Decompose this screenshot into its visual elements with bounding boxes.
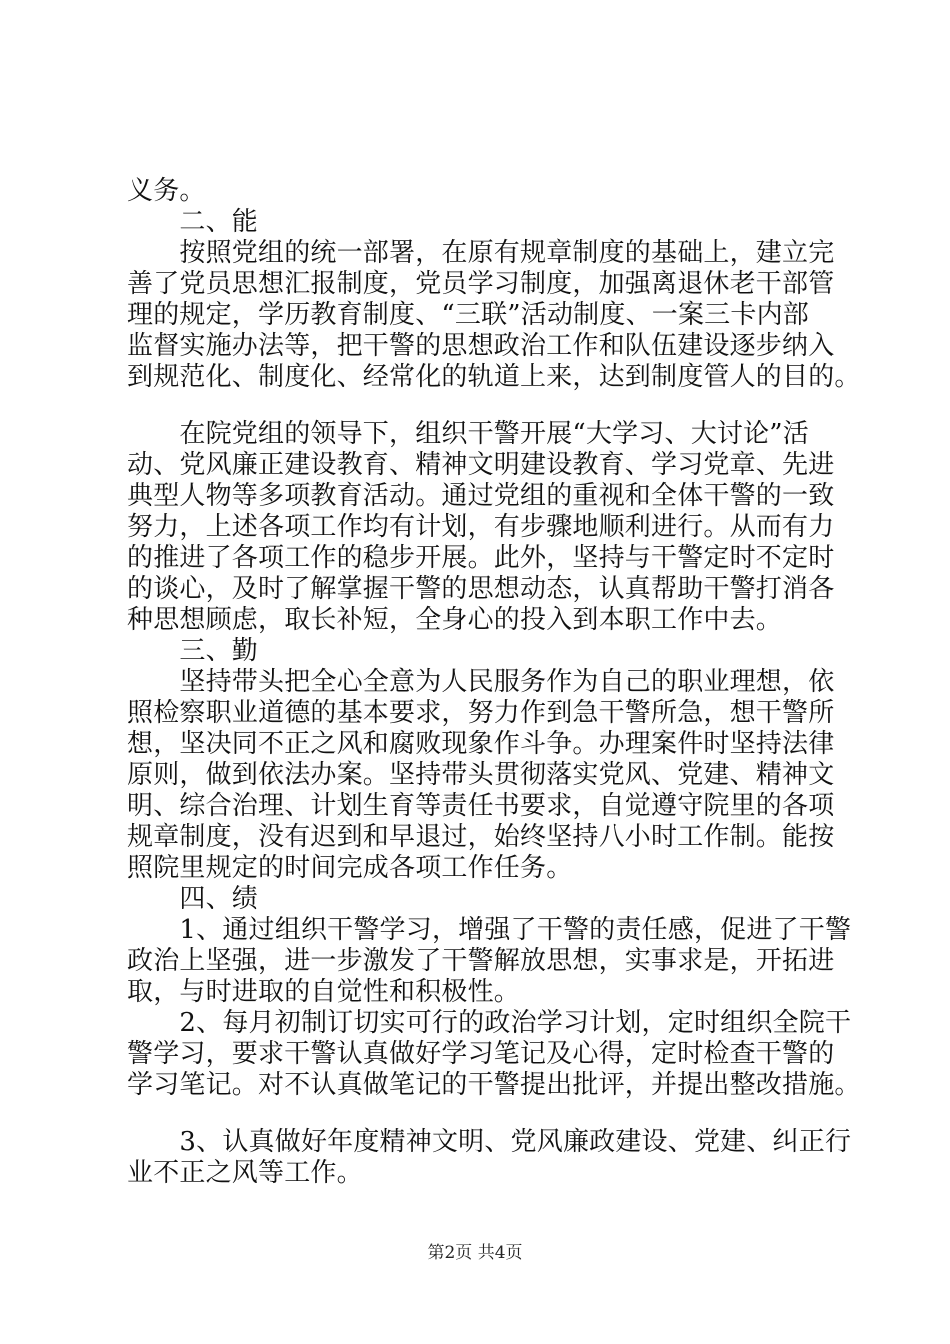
text-line: 1、通过组织干警学习，增强了干警的责任感，促进了干警 (127, 915, 852, 945)
text-line: 理的规定，学历教育制度、“三联”活动制度、一案三卡内部 (127, 300, 809, 330)
text-line: 按照党组的统一部署，在原有规章制度的基础上，建立完 (127, 238, 835, 268)
text-line: 监督实施办法等，把干警的思想政治工作和队伍建设逐步纳入 (127, 331, 835, 361)
text-line: 2、每月初制订切实可行的政治学习计划，定时组织全院干 (127, 1008, 852, 1038)
text-line: 照检察职业道德的基本要求，努力作到急干警所急，想干警所 (127, 698, 835, 728)
text-line: 努力，上述各项工作均有计划，有步骤地顺利进行。从而有力 (127, 512, 835, 542)
text-line: 善了党员思想汇报制度，党员学习制度，加强离退休老干部管 (127, 269, 835, 299)
text-line: 学习笔记。对不认真做笔记的干警提出批评，并提出整改措施。 (127, 1070, 861, 1100)
text-line: 二、能 (127, 207, 259, 237)
text-line: 取，与时进取的自觉性和积极性。 (127, 977, 521, 1007)
text-line: 3、认真做好年度精神文明、党风廉政建设、党建、纠正行 (127, 1127, 852, 1157)
text-line: 想，坚决同不正之风和腐败现象作斗争。办理案件时坚持法律 (127, 729, 835, 759)
text-line: 种思想顾虑，取长补短，全身心的投入到本职工作中去。 (127, 605, 783, 635)
text-line: 四、绩 (127, 884, 259, 914)
text-line: 业不正之风等工作。 (127, 1158, 363, 1188)
text-line: 在院党组的领导下，组织干警开展“大学习、大讨论”活 (127, 419, 809, 449)
text-line: 规章制度，没有迟到和早退过，始终坚持八小时工作制。能按 (127, 822, 835, 852)
text-line: 三、勤 (127, 636, 259, 666)
text-line: 典型人物等多项教育活动。通过党组的重视和全体干警的一致 (127, 481, 835, 511)
text-line: 坚持带头把全心全意为人民服务作为自己的职业理想，依 (127, 667, 835, 697)
text-line: 照院里规定的时间完成各项工作任务。 (127, 853, 573, 883)
page-footer: 第2页 共4页 (427, 1243, 523, 1263)
text-line: 警学习，要求干警认真做好学习笔记及心得，定时检查干警的 (127, 1039, 835, 1069)
text-line: 到规范化、制度化、经常化的轨道上来，达到制度管人的目的。 (127, 362, 861, 392)
text-line: 的谈心，及时了解掌握干警的思想动态，认真帮助干警打消各 (127, 574, 835, 604)
text-line: 义务。 (127, 176, 206, 206)
text-line: 明、综合治理、计划生育等责任书要求，自觉遵守院里的各项 (127, 791, 835, 821)
text-line: 原则，做到依法办案。坚持带头贯彻落实党风、党建、精神文 (127, 760, 835, 790)
text-line: 的推进了各项工作的稳步开展。此外，坚持与干警定时不定时 (127, 543, 835, 573)
text-line: 动、党风廉正建设教育、精神文明建设教育、学习党章、先进 (127, 450, 835, 480)
text-line: 政治上坚强，进一步激发了干警解放思想，实事求是，开拓进 (127, 946, 835, 976)
